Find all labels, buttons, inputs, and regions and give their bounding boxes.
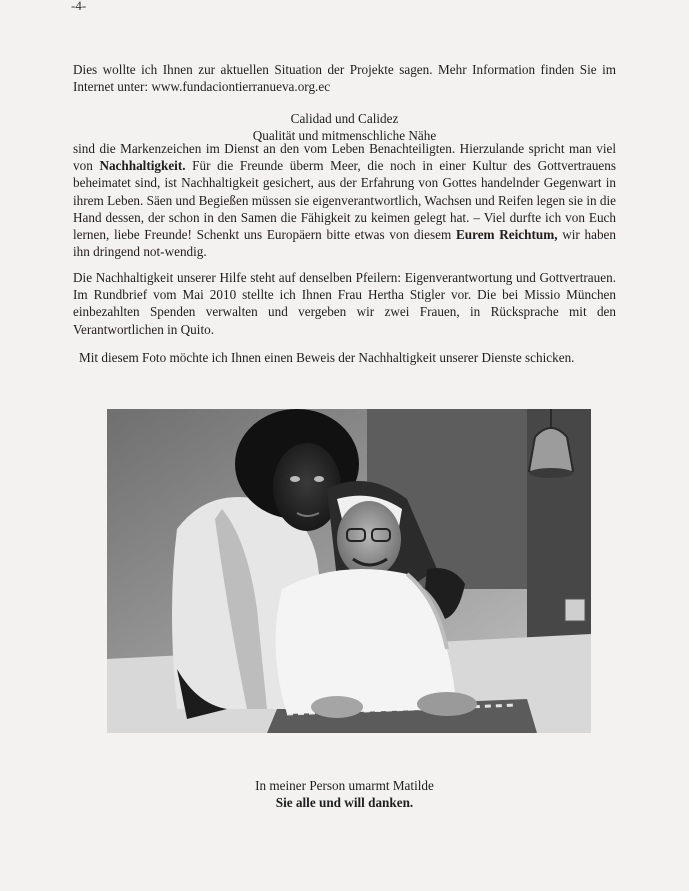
caption-line-2: Sie alle und will danken.: [275, 795, 414, 810]
p2-bold-reichtum: Eurem Reichtum,: [455, 227, 558, 243]
intro-paragraph: Dies wollte ich Ihnen zur aktuellen Situation der Projekte sagen. Mehr Information finden Sie im Internet unter: www.fundaciontierranueva.org.ec: [73, 62, 616, 95]
photo-two-women: [107, 409, 591, 733]
section-heading: [73, 110, 616, 144]
photo-illustration: [107, 409, 591, 733]
p2-bold-nachhaltigkeit: Nachhaltigkeit.: [99, 158, 186, 174]
body-paragraph-sustainability: [73, 140, 616, 260]
page-number: -4-: [71, 0, 87, 13]
heading-line-2: Qualität und mitmenschliche Nähe: [252, 128, 437, 143]
photo-intro-paragraph: Mit diesem Foto möchte ich Ihnen einen Beweis der Nachhaltigkeit unserer Dienste schicken.: [79, 350, 575, 365]
heading-line-1: Calidad und Calidez: [290, 111, 399, 126]
p2-text-e: wir haben ihn dringend not-wendig.: [73, 227, 616, 260]
photo-caption: [73, 777, 616, 811]
body-paragraph-help: Die Nachhaltigkeit unserer Hilfe steht auf denselben Pfeilern: Eigenverantwortung und Gottvertrauen. Im Rundbrief vom Mai 2010 stellte ich Ihnen Frau Hertha Stigler vor. Die bei Missio München einbezahlten Spenden verwalten und vergeben wir zwei Frauen, in Rücksprache mit den Verantwortlichen in Quito.: [73, 270, 616, 337]
p2-text-a: sind die Markenzeichen im Dienst an den vom Leben Benachteiligten. Hierzulande spricht man viel von: [73, 141, 616, 174]
p2-text-c: Für die Freunde überm Meer, die noch in einer Kultur des Gottvertrauens beheimatet sind, ist Nachhaltigkeit gesichert, aus der Erfahrung von Gottes handelnder Gegenwart in ihrem Leben. Säen und Begießen müssen sie eigenverantwortlich, Wachsen und Reifen legen sie in die Hand dessen, der schon in den Samen die Fähigkeit zu keimen gelegt hat. – Viel durfte ich von Euch lernen, liebe Freunde! Schenkt uns Europäern bitte etwas von diesem: [73, 158, 616, 243]
caption-line-1: In meiner Person umarmt Matilde: [255, 778, 434, 793]
